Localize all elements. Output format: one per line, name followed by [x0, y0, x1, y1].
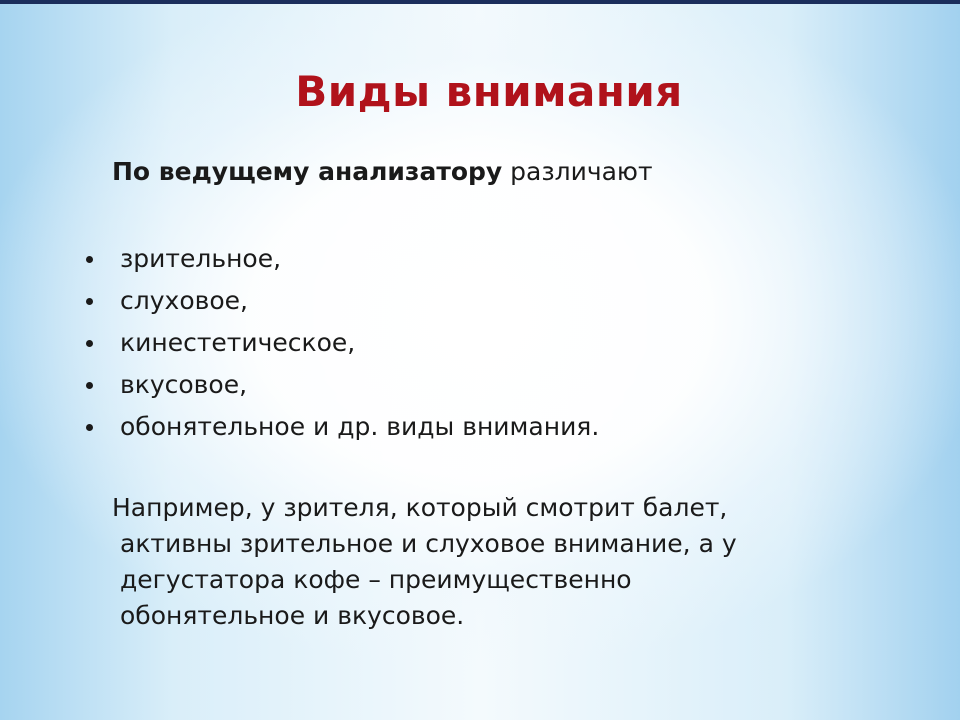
list-item-text: кинестетическое, — [120, 328, 356, 357]
top-strip — [0, 0, 960, 4]
bullet-icon — [86, 382, 93, 389]
list-item — [84, 407, 599, 449]
list-item — [84, 239, 599, 281]
list-item-text: слуховое, — [120, 286, 248, 315]
example-line: обонятельное и вкусовое. — [120, 601, 465, 630]
bullet-icon — [86, 424, 93, 431]
bullet-icon — [86, 256, 93, 263]
list-item-text: вкусовое, — [120, 370, 248, 399]
subtitle-rest-text: различают — [502, 157, 653, 186]
example-line: дегустатора кофе – преимущественно — [120, 565, 632, 594]
bullet-list — [84, 239, 599, 449]
subtitle-bold-text: По ведущему анализатору — [112, 157, 503, 186]
list-item — [84, 323, 599, 365]
slide-title: Виды внимания — [295, 67, 683, 116]
example-paragraph — [112, 490, 832, 634]
list-item — [84, 281, 599, 323]
list-item-text: зрительное, — [120, 244, 282, 273]
list-item — [84, 365, 599, 407]
list-item-text: обонятельное и др. виды внимания. — [120, 412, 600, 441]
bullet-icon — [86, 340, 93, 347]
example-line: активны зрительное и слуховое внимание, а у — [120, 529, 737, 558]
example-line: Например, у зрителя, который смотрит балет, — [112, 493, 728, 522]
slide-subtitle — [112, 155, 653, 189]
bullet-icon — [86, 298, 93, 305]
